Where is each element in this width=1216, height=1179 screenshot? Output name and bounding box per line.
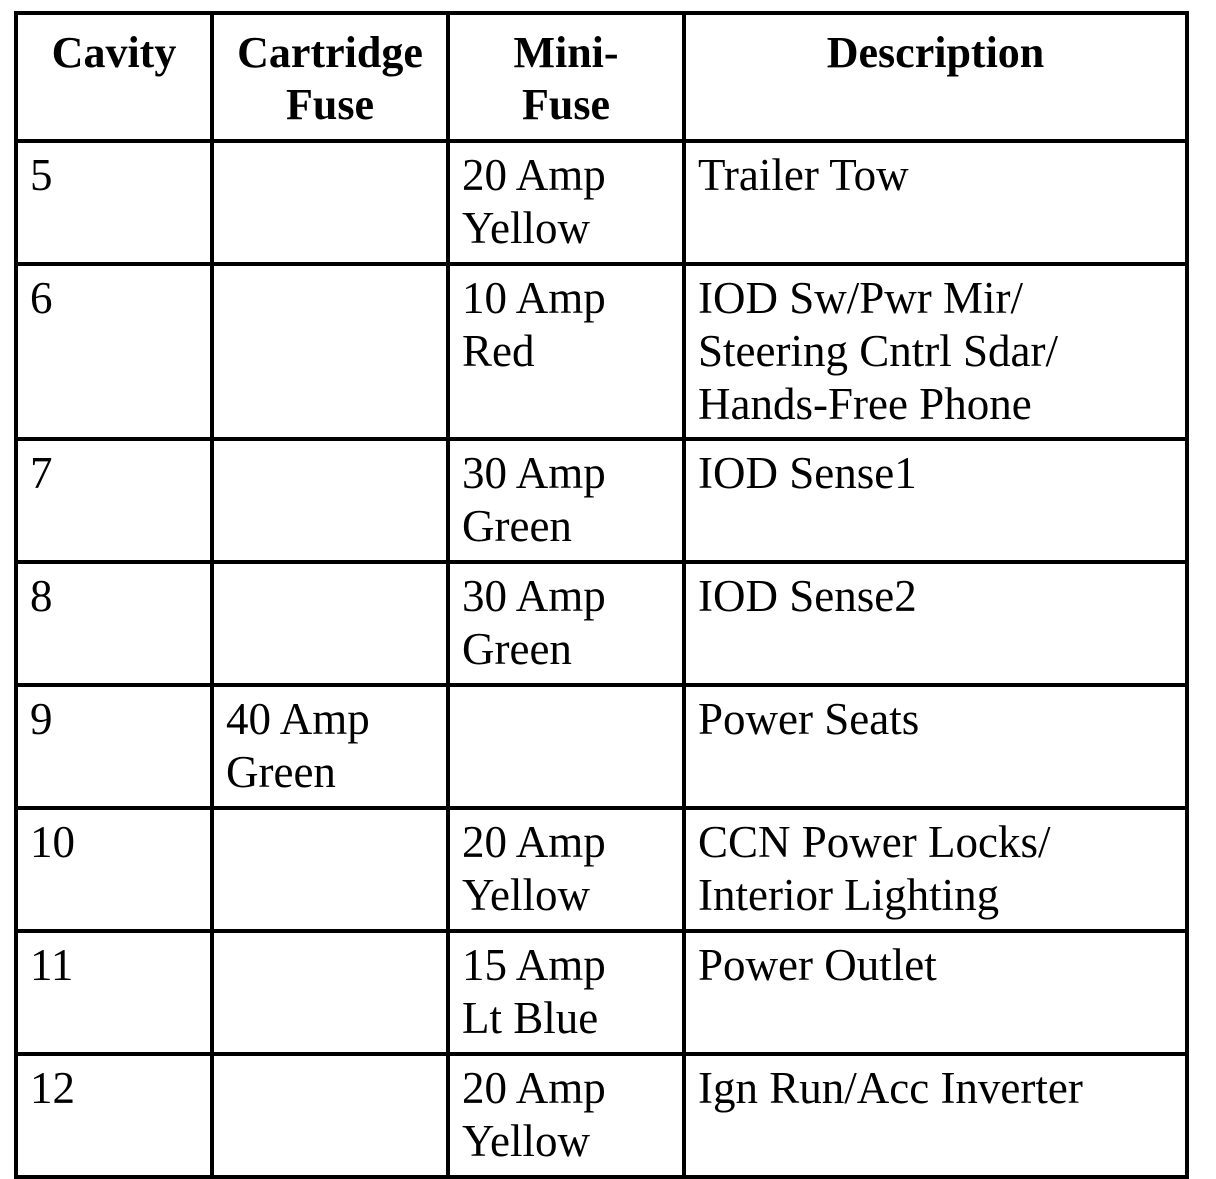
cell-description: Power Outlet — [684, 931, 1187, 1054]
cell-mini-fuse: 20 Amp Yellow — [448, 141, 684, 264]
header-description: Description — [684, 13, 1187, 141]
cell-cavity: 7 — [16, 439, 212, 562]
cell-cavity: 6 — [16, 264, 212, 439]
table-row — [16, 264, 1187, 439]
table-header — [16, 13, 1187, 141]
cell-mini-fuse: 20 Amp Yellow — [448, 1054, 684, 1177]
header-row — [16, 13, 1187, 141]
cell-mini-fuse: 15 Amp Lt Blue — [448, 931, 684, 1054]
table-row — [16, 685, 1187, 808]
cell-cartridge-fuse — [212, 562, 448, 685]
cell-cavity: 9 — [16, 685, 212, 808]
table-row — [16, 562, 1187, 685]
table-row — [16, 439, 1187, 562]
table-row — [16, 931, 1187, 1054]
cell-description: CCN Power Locks/ Interior Lighting — [684, 808, 1187, 931]
cell-mini-fuse: 30 Amp Green — [448, 562, 684, 685]
cell-mini-fuse: 10 Amp Red — [448, 264, 684, 439]
header-mini-fuse: Mini- Fuse — [448, 13, 684, 141]
table-row — [16, 1054, 1187, 1177]
cell-mini-fuse: 20 Amp Yellow — [448, 808, 684, 931]
cell-description: IOD Sense2 — [684, 562, 1187, 685]
table-row — [16, 141, 1187, 264]
cell-cartridge-fuse — [212, 808, 448, 931]
cell-description: IOD Sw/Pwr Mir/ Steering Cntrl Sdar/ Hands-Free Phone — [684, 264, 1187, 439]
cell-cartridge-fuse — [212, 931, 448, 1054]
cell-description: Ign Run/Acc Inverter — [684, 1054, 1187, 1177]
table-body — [16, 141, 1187, 1177]
cell-cartridge-fuse: 40 Amp Green — [212, 685, 448, 808]
cell-cavity: 11 — [16, 931, 212, 1054]
cell-mini-fuse: 30 Amp Green — [448, 439, 684, 562]
fuse-table — [14, 11, 1189, 1179]
header-cavity: Cavity — [16, 13, 212, 141]
cell-cartridge-fuse — [212, 439, 448, 562]
cell-description: IOD Sense1 — [684, 439, 1187, 562]
cell-cartridge-fuse — [212, 264, 448, 439]
cell-cavity: 10 — [16, 808, 212, 931]
cell-cavity: 12 — [16, 1054, 212, 1177]
cell-cartridge-fuse — [212, 1054, 448, 1177]
cell-cavity: 5 — [16, 141, 212, 264]
cell-description: Power Seats — [684, 685, 1187, 808]
cell-cavity: 8 — [16, 562, 212, 685]
cell-description: Trailer Tow — [684, 141, 1187, 264]
cell-cartridge-fuse — [212, 141, 448, 264]
cell-mini-fuse — [448, 685, 684, 808]
table-row — [16, 808, 1187, 931]
header-cartridge-fuse: Cartridge Fuse — [212, 13, 448, 141]
